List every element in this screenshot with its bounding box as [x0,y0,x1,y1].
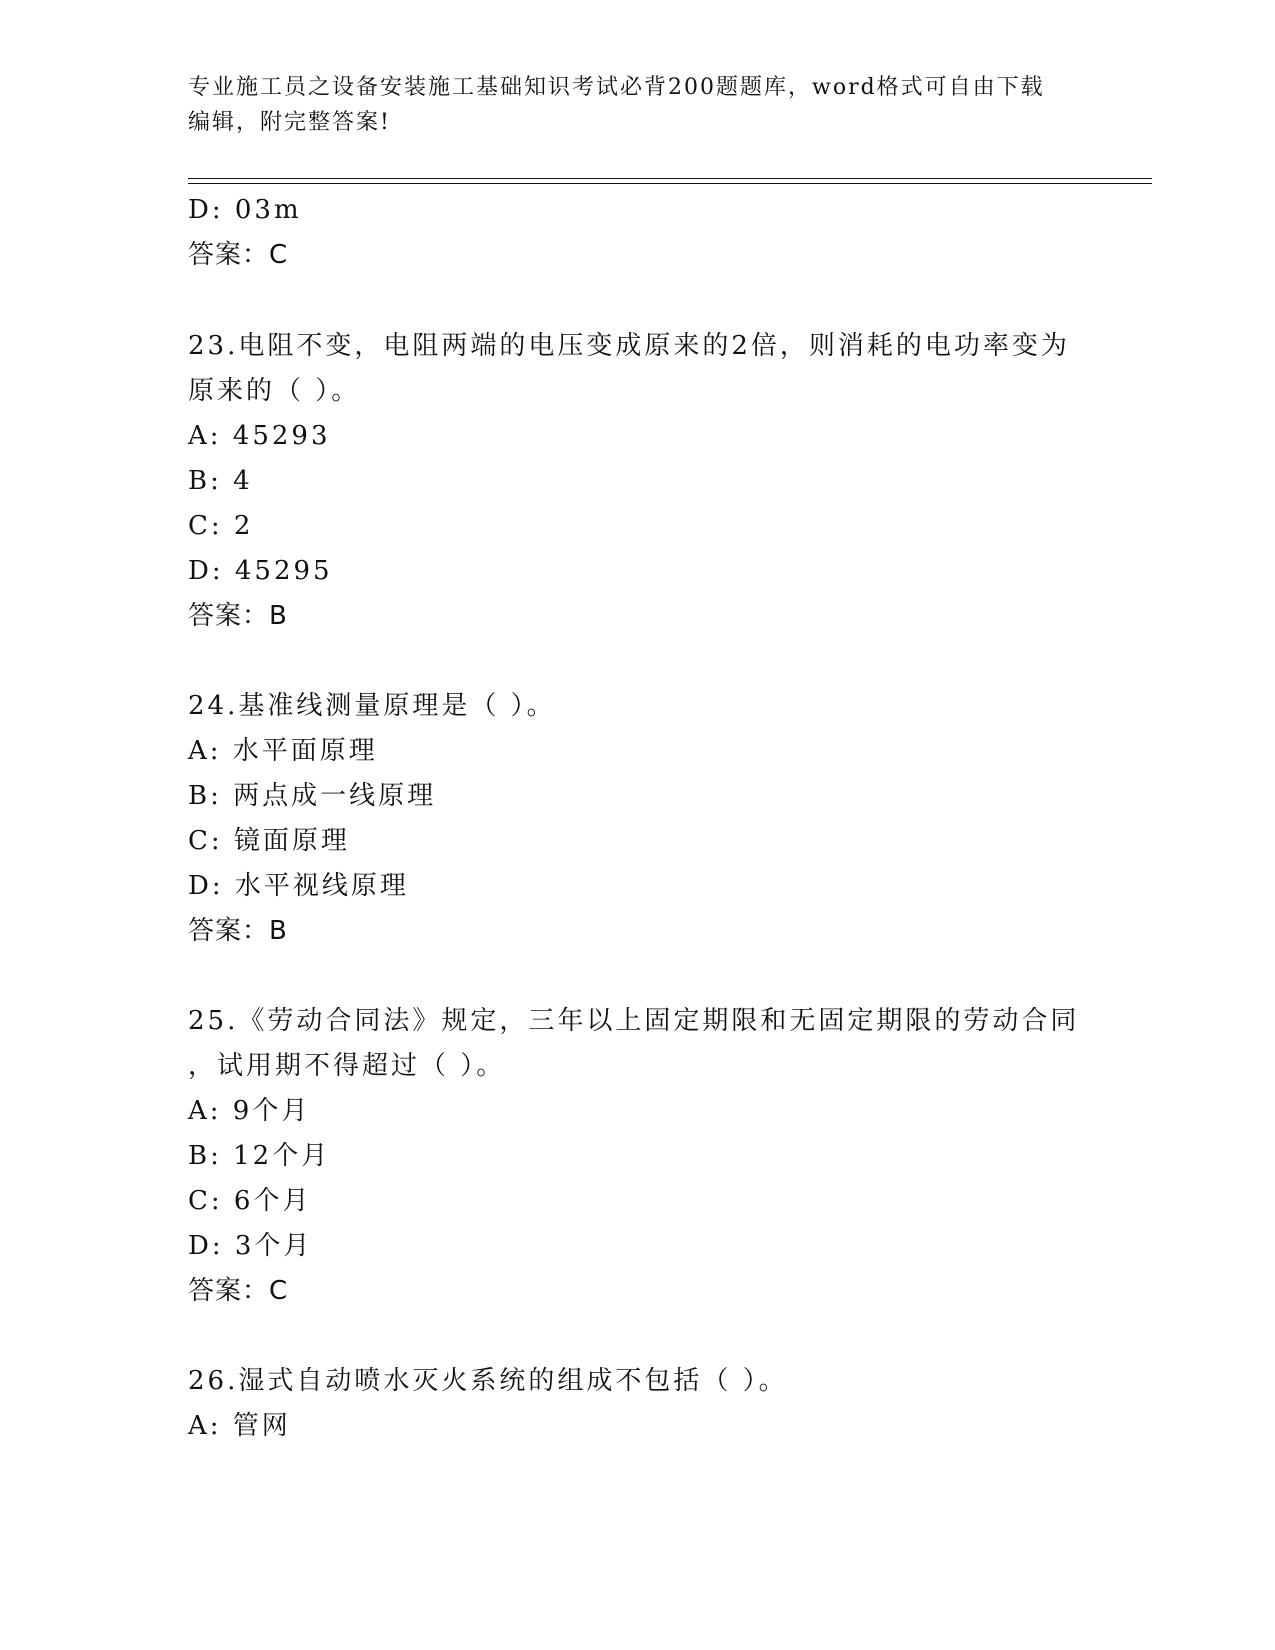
question-23-line-1: 23.电阻不变，电阻两端的电压变成原来的2倍，则消耗的电功率变为 [188,331,1070,361]
option-b-q25: B: 12个月 [188,1141,331,1171]
header-line-1: 专业施工员之设备安装施工基础知识考试必背200题题库，word格式可自由下载 [188,75,1045,100]
header-rule-top [188,178,1152,179]
answer-q25: 答案：C [188,1276,289,1306]
question-25-line-2: ，试用期不得超过（ ）。 [188,1051,506,1081]
option-b-q23: B: 4 [188,466,253,496]
option-c-q23: C: 2 [188,511,254,541]
question-23-line-2: 原来的（ ）。 [188,376,361,406]
answer-q24: 答案：B [188,916,288,946]
option-b-q24: B: 两点成一线原理 [188,781,437,811]
option-d-q25: D: 3个月 [188,1231,313,1261]
answer-q22: 答案：C [188,240,289,270]
option-d-q24: D: 水平视线原理 [188,871,409,901]
question-25-line-1: 25.《劳动合同法》规定，三年以上固定期限和无固定期限的劳动合同 [188,1006,1080,1036]
question-26: 26.湿式自动喷水灭火系统的组成不包括（ ）。 [188,1366,788,1396]
option-a-q26: A: 管网 [188,1411,291,1441]
option-c-q25: C: 6个月 [188,1186,312,1216]
answer-q23: 答案：B [188,601,288,631]
option-a-q24: A: 水平面原理 [188,736,378,766]
option-d-q23: D: 45295 [188,556,333,586]
document-header [188,70,1088,140]
question-24: 24.基准线测量原理是（ ）。 [188,691,556,721]
option-a-q25: A: 9个月 [188,1096,311,1126]
option-c-q24: C: 镜面原理 [188,826,350,856]
option-a-q23: A: 45293 [188,421,331,451]
option-d-q22: D: 03m [188,195,302,225]
header-line-2: 编辑，附完整答案! [188,110,391,135]
header-rule-bottom [188,183,1152,184]
